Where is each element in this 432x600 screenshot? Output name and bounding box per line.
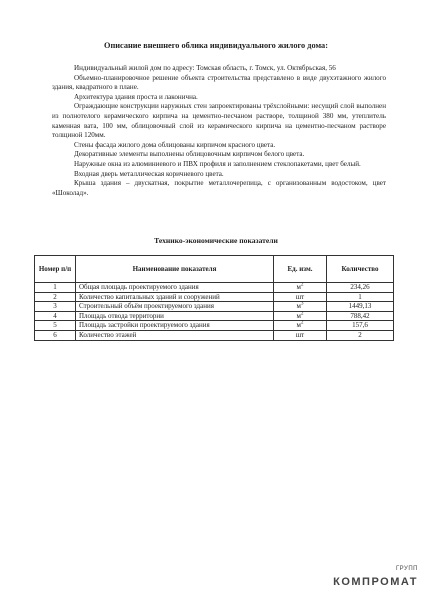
description-body: [52, 64, 386, 198]
row-name: Количество этажей: [76, 330, 274, 340]
row-num: 2: [35, 292, 76, 302]
row-value: 1449,13: [327, 302, 394, 312]
row-value: 788,42: [327, 311, 394, 321]
header-name: Наименование показателя: [76, 256, 274, 283]
table-row: [35, 321, 394, 331]
unit-text: м: [296, 321, 301, 330]
table-row: [35, 330, 394, 340]
row-name: Общая площадь проектируемого здания: [76, 283, 274, 293]
paragraph-architecture: Архитектура здания проста и лаконична.: [74, 92, 198, 101]
unit-text: м: [296, 302, 301, 311]
document-heading: Описание внешнего облика индивидуального жилого дома:: [104, 41, 328, 50]
table-row: [35, 311, 394, 321]
row-name: Площадь отвода территории: [76, 311, 274, 321]
header-num: Номер п/п: [35, 256, 76, 283]
row-unit: [274, 292, 327, 302]
row-num: 4: [35, 311, 76, 321]
table-header-row: [35, 256, 394, 283]
row-name: Площадь застройки проектируемого здания: [76, 321, 274, 331]
watermark-name: КОМПРОМАТ: [333, 576, 418, 588]
unit-text: шт: [295, 292, 305, 301]
unit-text: шт: [295, 330, 305, 339]
unit-superscript: 2: [300, 282, 304, 288]
row-num: 5: [35, 321, 76, 331]
row-value: 157,6: [327, 321, 394, 331]
row-value: 234,26: [327, 283, 394, 293]
row-num: 1: [35, 283, 76, 293]
paragraph-address: Индивидуальный жилой дом по адресу: Томская область, г. Томск, ул. Октябрьская, 56: [74, 64, 336, 72]
unit-text: м: [296, 311, 301, 320]
header-value: Количество: [327, 256, 394, 283]
table-title: Технико-экономические показатели: [154, 236, 278, 245]
watermark-group: ГРУПП: [395, 566, 418, 572]
row-name: Строительный объём проектируемого здания: [76, 302, 274, 312]
row-unit: [274, 283, 327, 293]
row-unit: [274, 311, 327, 321]
row-num: 3: [35, 302, 76, 312]
watermark-logo: [333, 566, 418, 590]
table-row: [35, 302, 394, 312]
row-name: Количество капитальных зданий и сооружений: [76, 292, 274, 302]
paragraph-roof: Крыша здания – двускатная, покрытие металлочерепица, с организованным водостоком, цвет «Шоколад».: [52, 179, 386, 197]
table-row: [35, 292, 394, 302]
paragraph-facade: Стены фасада жилого дома облицованы кирпичом красного цвета.: [74, 140, 276, 149]
row-unit: [274, 302, 327, 312]
paragraph-layout: Объемно-планировочное решение объекта строительства представлено в виде двухэтажного жилого здания, квадратного в плане.: [52, 73, 386, 92]
paragraph-decor: Декоративные элементы выполнены облицовочным кирпичом белого цвета.: [74, 150, 305, 159]
row-value: 1: [327, 292, 394, 302]
unit-superscript: 3: [300, 301, 304, 307]
row-value: 2: [327, 330, 394, 340]
paragraph-walls: Ограждающие конструкции наружных стен запроектированы трёхслойными: несущий слой выполнен из полнотелого керамического кирпича на цементно-песчаном растворе, толщиной 380 мм, утеплитель каменная вата, 100 мм, облицовочный слой из керамического кирпича на цементно-песчаном растворе толщиной 120мм.: [52, 102, 386, 140]
row-unit: [274, 330, 327, 340]
unit-text: м: [296, 283, 301, 291]
header-unit: Ед. изм.: [274, 256, 327, 283]
unit-superscript: 2: [300, 311, 304, 317]
unit-superscript: 2: [300, 321, 304, 327]
paragraph-windows: Наружные окна из алюминиевого и ПВХ профиля и заполнением стеклопакетами, цвет белый.: [74, 159, 361, 168]
paragraph-door: Входная дверь металлическая коричневого цвета.: [74, 169, 224, 178]
row-unit: [274, 321, 327, 331]
row-num: 6: [35, 330, 76, 340]
tech-indicators-table: [34, 255, 394, 341]
table-row: [35, 283, 394, 293]
